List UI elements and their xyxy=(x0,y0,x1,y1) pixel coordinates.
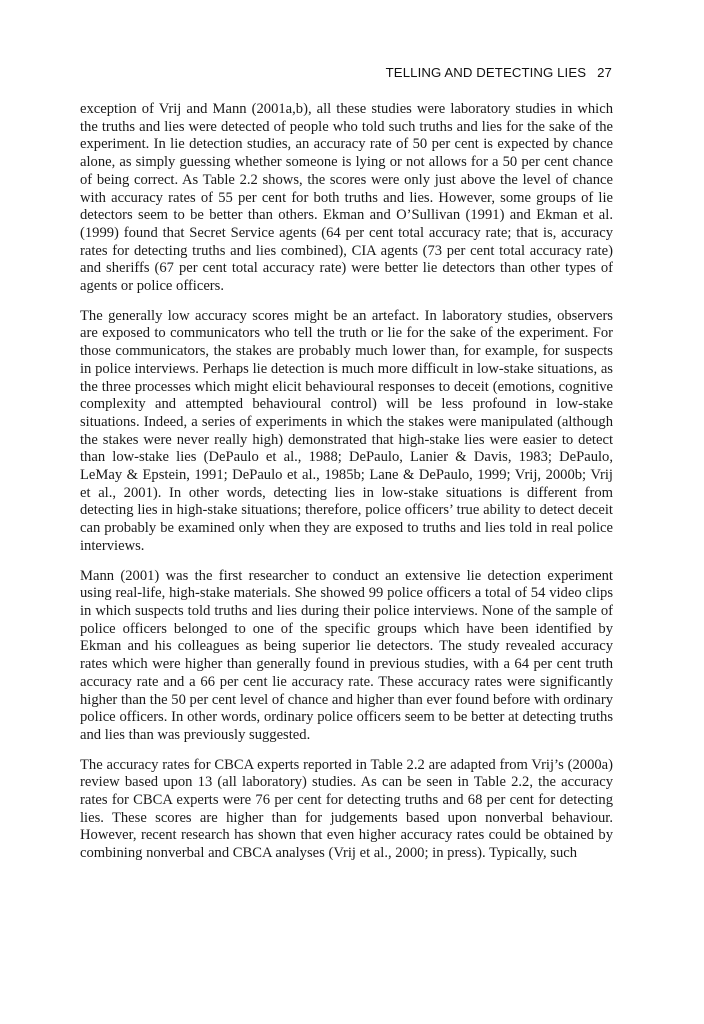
paragraph-3: Mann (2001) was the first researcher to conduct an extensive lie detection experiment using real-life, high-stake materials. She showed 99 police officers a total of 54 video clips in which suspects told truths and lies during their police interviews. None of the sample of police officers belonged to one of the specific groups which have been identified by Ekman and his colleagues as being superior lie detectors. The study revealed accuracy rates which were higher than generally found in previous studies, with a 64 per cent truth accuracy rate and a 66 per cent lie accuracy rate. These accuracy rates were significantly higher than the 50 per cent level of chance and higher than ever found before with ordinary police officers. In other words, ordinary police officers seem to be better at detecting truths and lies than was previously suggested. xyxy=(80,567,613,743)
paragraph-2: The generally low accuracy scores might be an artefact. In laboratory studies, observers are exposed to communicators who tell the truth or lie for the sake of the experiment. For those communicators, the stakes are probably much lower than, for example, for suspects in police interviews. Perhaps lie detection is much more difficult in low-stake situations, as the three processes which might elicit behavioural responses to deceit (emotions, cognitive complexity and attempted behavioural control) will be less profound in low-stake situations. Indeed, a series of experiments in which the stakes were manipulated (although the stakes were never really high) demonstrated that high-stake lies were easier to detect than low-stake lies (DePaulo et al., 1988; DePaulo, Lanier & Davis, 1983; DePaulo, LeMay & Epstein, 1991; DePaulo et al., 1985b; Lane & DePaulo, 1999; Vrij, 2000b; Vrij et al., 2001). In other words, detecting lies in low-stake situations is different from detecting lies in high-stake situations; therefore, police officers’ true ability to detect deceit can probably be examined only when they are exposed to truths and lies told in real police interviews. xyxy=(80,307,613,554)
paragraph-1: exception of Vrij and Mann (2001a,b), all these studies were laboratory studies in which the truths and lies were detected of people who told such truths and lies for the sake of the experiment. In lie detection studies, an accuracy rate of 50 per cent is expected by chance alone, as simply guessing whether someone is lying or not allows for a 50 per cent chance of being correct. As Table 2.2 shows, the scores were only just above the level of chance with accuracy rates of 55 per cent for both truths and lies. However, some groups of lie detectors seem to be better than others. Ekman and O’Sullivan (1991) and Ekman et al. (1999) found that Secret Service agents (64 per cent total accuracy rate; that is, accuracy rates for detecting truths and lies combined), CIA agents (73 per cent total accuracy rate) and sheriffs (67 per cent total accuracy rate) were better lie detectors than other types of agents or police officers. xyxy=(80,101,613,295)
body-text xyxy=(80,101,613,875)
running-head xyxy=(386,65,612,80)
page-number: 27 xyxy=(597,65,612,80)
running-title: TELLING AND DETECTING LIES xyxy=(385,65,587,80)
paragraph-4: The accuracy rates for CBCA experts reported in Table 2.2 are adapted from Vrij’s (2000a) review based upon 13 (all laboratory) studies. As can be seen in Table 2.2, the accuracy rates for CBCA experts were 76 per cent for detecting truths and 68 per cent for detecting lies. These scores are higher than for judgements based upon nonverbal behaviour. However, recent research has shown that even higher accuracy rates could be obtained by combining nonverbal and CBCA analyses (Vrij et al., 2000; in press). Typically, such xyxy=(80,756,613,862)
